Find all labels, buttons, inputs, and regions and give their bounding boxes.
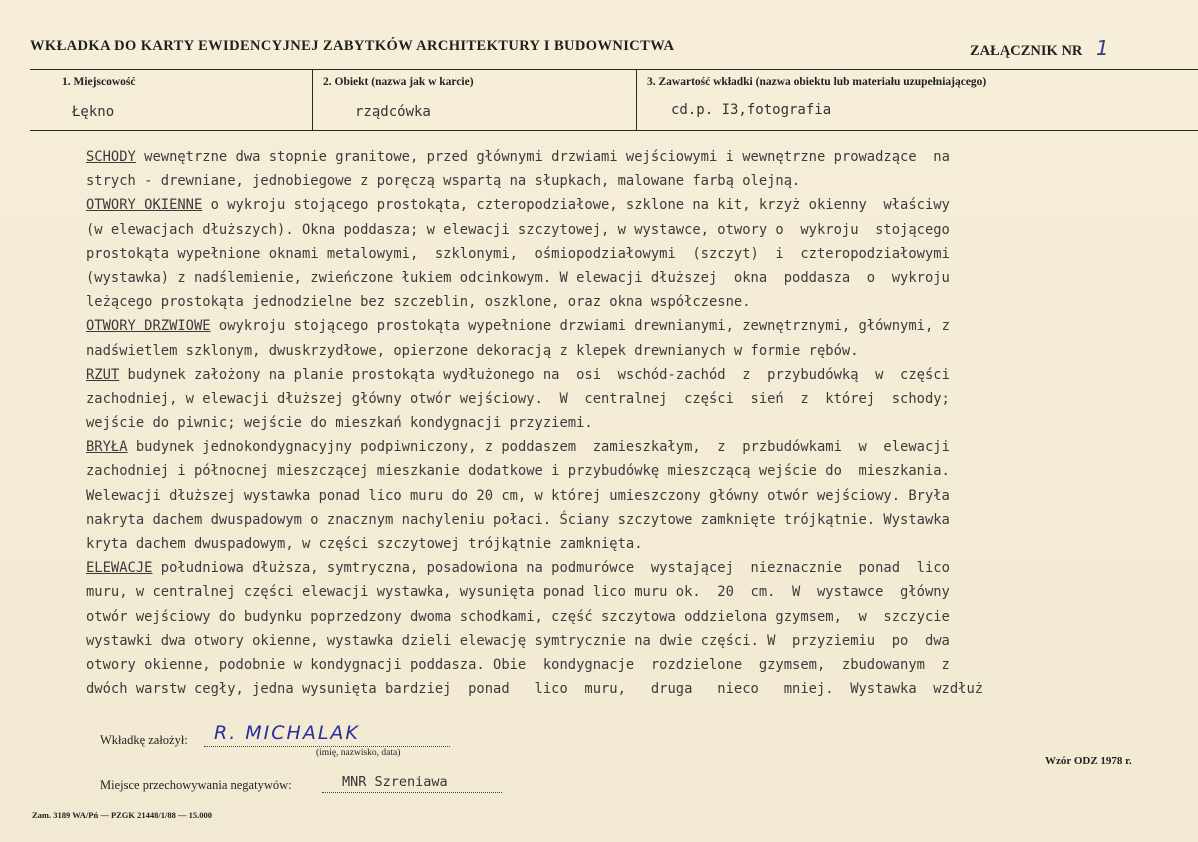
- body-line-text: leżącego prostokąta jednodzielne bez szczeblin, oszklone, oraz okna współczesne.: [86, 294, 751, 311]
- section-keyword: OTWORY OKIENNE: [86, 197, 203, 214]
- body-line-text: wewnętrzne dwa stopnie granitowe, przed głównymi drzwiami wejściowymi i wewnętrzne prowadzące na: [135, 149, 950, 165]
- contents-label: 3. Zawartość wkładki (nazwa obiektu lub materiału uzupełniającego): [647, 76, 987, 88]
- body-line-text: strych - drewniane, jednobiegowe z poręczą wspartą na słupkach, malowane farbą olejną.: [86, 173, 801, 190]
- body-line: [86, 193, 1136, 217]
- body-line-text: otwór wejściowy do budynku poprzedzony dwoma schodkami, część szczytowa oddzielona gzymsem, w szczycie: [86, 608, 950, 625]
- body-line-text: (w elewacjach dłuższych). Okna poddasza; w elewacji szczytowej, w wystawce, otwory o wykroju stojącego: [86, 221, 950, 238]
- body-line-text: południowa dłuższa, symtryczna, posadowiona na podmurówce wystającej nieznacznie ponad lico: [152, 560, 950, 577]
- section-keyword: ELEWACJE: [86, 560, 153, 577]
- contents-value: cd.p. I3,fotografia: [671, 102, 832, 118]
- body-line-text: (wystawka) z nadślemienie, zwieńczone łukiem odcinkowym. W elewacji dłuższej okna poddasza o wykroju: [86, 269, 950, 286]
- body-line: [86, 435, 1136, 459]
- body-line: [86, 411, 1136, 435]
- body-line: [86, 266, 1136, 290]
- body-line: [86, 629, 1136, 653]
- body-line: [86, 218, 1136, 242]
- section-keyword: RZUT: [86, 366, 120, 383]
- body-line-text: otwory okienne, podobnie w kondygnacji poddasza. Obie kondygnacje rozdzielone gzymsem, zbudowanym z: [86, 656, 950, 673]
- body-line: [86, 314, 1136, 338]
- body-line: [86, 290, 1136, 314]
- body-line: [86, 363, 1136, 387]
- body-line: [86, 145, 1136, 169]
- attachment-label: ZAŁĄCZNIK NR: [970, 43, 1083, 59]
- body-line: [86, 677, 1136, 701]
- attachment-number: 1: [1096, 36, 1109, 60]
- body-line-text: prostokąta wypełnione oknami metalowymi, szklonymi, ośmiopodziałowymi (szczyt) i czteropodziałowymi: [86, 245, 950, 262]
- body-line: [86, 459, 1136, 483]
- body-line-text: nakryta dachem dwuspadowym o znacznym nachyleniu połaci. Ściany szczytowe zamknięte trójkątnie. Wystawka: [86, 511, 950, 528]
- body-line: [86, 339, 1136, 363]
- body-line-text: zachodniej i północnej mieszczącej mieszkanie dodatkowe i przybudówkę mieszczącą wejście do mieszkania.: [86, 463, 950, 480]
- locality-label: 1. Miejscowość: [62, 76, 136, 88]
- body-line-text: budynek jednokondygnacyjny podpiwniczony, z poddaszem zamieszkałym, z przbudówkami w elewacji: [127, 439, 950, 456]
- negatives-label: Miejsce przechowywania negatywów:: [100, 778, 292, 792]
- body-line: [86, 605, 1136, 629]
- contents-cell: [636, 70, 1198, 130]
- body-line-text: muru, w centralnej części elewacji wystawka, wysunięta ponad lico muru ok. 20 cm. W wystawce główny: [86, 584, 950, 601]
- body-line: [86, 556, 1136, 580]
- form-model-note: Wzór ODZ 1978 r.: [1045, 755, 1132, 767]
- section-keyword: SCHODY: [86, 149, 136, 165]
- body-line: [86, 169, 1136, 193]
- negatives-value: MNR Szreniawa: [342, 774, 448, 790]
- body-line: [86, 580, 1136, 604]
- body-line-text: dwóch warstw cegły, jedna wysunięta bardziej ponad lico muru, druga nieco mniej. Wystawka wzdłuż: [86, 681, 984, 698]
- body-line-text: wystawki dwa otwory okienne, wystawka dzieli elewację symtrycznie na dwie części. W przyziemiu po dwa: [86, 632, 950, 649]
- body-line-text: kryta dachem dwuspadowym, w części szczytowej trójkątnie zamknięta.: [86, 536, 643, 552]
- negatives-line: [322, 792, 502, 793]
- body-line-text: zachodniej, w elewacji dłuższej główny otwór wejściowy. W centralnej części sień z której schody;: [86, 390, 950, 407]
- header-fields-table: [30, 69, 1198, 131]
- signature-hint: (imię, nazwisko, data): [316, 748, 401, 758]
- object-label: 2. Obiekt (nazwa jak w karcie): [323, 76, 474, 88]
- body-line-text: nadświetlem szklonym, dwuskrzydłowe, opierzone dekoracją z klepek drewnianych w formie rębów.: [86, 342, 859, 359]
- section-keyword: OTWORY DRZWIOWE: [86, 318, 211, 335]
- body-line-text: o wykroju stojącego prostokąta, czteropodziałowe, szklone na kit, krzyż okienny właściwy: [202, 197, 950, 214]
- locality-cell: [30, 70, 312, 130]
- object-value: rządcówka: [355, 104, 431, 120]
- description-body: [86, 145, 1136, 701]
- object-cell: [312, 70, 637, 130]
- created-by-label: Wkładkę założył:: [100, 733, 188, 747]
- body-line: [86, 387, 1136, 411]
- locality-value: Łękno: [72, 104, 115, 120]
- body-line-text: budynek założony na planie prostokąta wydłużonego na osi wschód-zachód z przybudówką w części: [119, 366, 950, 383]
- body-line: [86, 484, 1136, 508]
- body-line: [86, 242, 1136, 266]
- form-title: WKŁADKA DO KARTY EWIDENCYJNEJ ZABYTKÓW ARCHITEKTURY I BUDOWNICTWA: [30, 38, 675, 54]
- body-line: [86, 508, 1136, 532]
- body-line: [86, 653, 1136, 677]
- section-keyword: BRYŁA: [86, 439, 128, 456]
- body-line-text: wejście do piwnic; wejście do mieszkań kondygnacji przyziemi.: [86, 415, 593, 432]
- body-line-text: Welewacji dłuższej wystawka ponad lico muru do 20 cm, w której umieszczony główny otwór wejściowy. Bryła: [86, 487, 950, 504]
- handwritten-signature: R. MICHALAK: [214, 722, 360, 744]
- body-line-text: owykroju stojącego prostokąta wypełnione drzwiami drewnianymi, zewnętrznymi, głównymi, z: [210, 318, 950, 335]
- signature-line: [204, 746, 450, 747]
- body-line: [86, 532, 1136, 556]
- attachment-number-block: [970, 36, 1109, 60]
- print-order-note: Zam. 3189 WA/Pń — PZGK 21448/1/88 — 15.000: [32, 810, 213, 820]
